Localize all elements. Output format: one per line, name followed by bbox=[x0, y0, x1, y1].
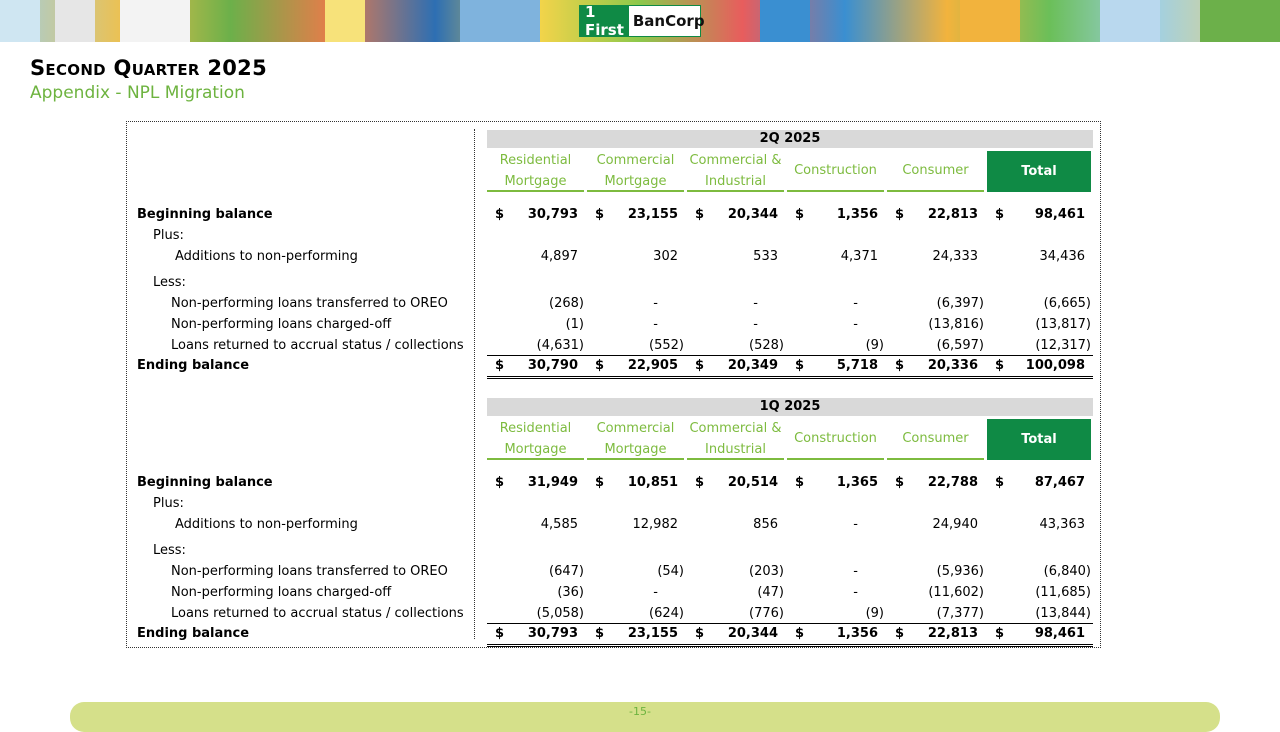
cell-chargeoff: (13,816) bbox=[928, 317, 984, 332]
column-header-line1: Construction bbox=[794, 163, 877, 178]
cell-returned: (776) bbox=[749, 606, 784, 621]
cell-ending: 20,344 bbox=[727, 626, 778, 641]
cell-oreo: - bbox=[753, 296, 758, 311]
row-label-oreo: Non-performing loans transferred to OREO bbox=[171, 564, 448, 579]
column-header bbox=[587, 419, 684, 460]
cell-ending: 22,813 bbox=[927, 626, 978, 641]
cell-additions: 34,436 bbox=[1039, 249, 1085, 264]
dollar-sign: $ bbox=[495, 207, 505, 222]
total-rule bbox=[487, 644, 1093, 647]
header-banner bbox=[0, 0, 1280, 42]
period-header: 1Q 2025 bbox=[487, 398, 1093, 416]
column-header bbox=[687, 419, 784, 460]
column-header-line1: Total bbox=[1021, 432, 1057, 447]
cell-chargeoff: - bbox=[753, 317, 758, 332]
dollar-sign: $ bbox=[695, 475, 705, 490]
cell-beginning: 22,788 bbox=[927, 475, 978, 490]
cell-ending: 1,356 bbox=[836, 626, 878, 641]
cell-additions: 533 bbox=[753, 249, 778, 264]
cell-beginning: 30,793 bbox=[527, 207, 578, 222]
row-label-less: Less: bbox=[153, 275, 186, 290]
column-header bbox=[987, 151, 1091, 192]
dollar-sign: $ bbox=[795, 207, 805, 222]
dollar-sign: $ bbox=[795, 626, 805, 641]
cell-ending: 22,905 bbox=[627, 358, 678, 373]
column-header-line2: Mortgage bbox=[604, 173, 667, 189]
cell-beginning: 87,467 bbox=[1034, 475, 1085, 490]
dollar-sign: $ bbox=[695, 626, 705, 641]
column-header-line1: Construction bbox=[794, 431, 877, 446]
cell-chargeoff: (47) bbox=[757, 585, 784, 600]
dollar-sign: $ bbox=[995, 207, 1005, 222]
column-header-line2: Industrial bbox=[705, 173, 766, 189]
row-label-beginning: Beginning balance bbox=[137, 207, 273, 222]
cell-returned: (528) bbox=[749, 338, 784, 353]
column-header-line1: Commercial & bbox=[689, 420, 782, 436]
logo-text: BanCorp bbox=[632, 12, 705, 30]
cell-ending: 100,098 bbox=[1025, 358, 1085, 373]
dollar-sign: $ bbox=[695, 207, 705, 222]
period-header: 2Q 2025 bbox=[487, 130, 1093, 148]
column-header bbox=[487, 151, 584, 192]
cell-additions: 24,940 bbox=[932, 517, 978, 532]
cell-beginning: 1,365 bbox=[836, 475, 878, 490]
dollar-sign: $ bbox=[795, 475, 805, 490]
row-label-ending: Ending balance bbox=[137, 358, 250, 373]
cell-beginning: 10,851 bbox=[627, 475, 678, 490]
column-header-line2: Mortgage bbox=[604, 441, 667, 457]
cell-oreo: (203) bbox=[749, 564, 784, 579]
cell-returned: (12,317) bbox=[1035, 338, 1091, 353]
dollar-sign: $ bbox=[495, 475, 505, 490]
column-header bbox=[687, 151, 784, 192]
cell-beginning: 31,949 bbox=[527, 475, 578, 490]
cell-returned: (6,597) bbox=[936, 338, 984, 353]
cell-ending: 20,336 bbox=[927, 358, 978, 373]
cell-additions: 4,585 bbox=[540, 517, 578, 532]
cell-returned: (552) bbox=[649, 338, 684, 353]
row-label-chargeoff: Non-performing loans charged-off bbox=[171, 317, 392, 332]
column-header bbox=[587, 151, 684, 192]
row-rule bbox=[487, 355, 1093, 356]
row-label-additions: Additions to non-performing bbox=[175, 249, 358, 264]
dollar-sign: $ bbox=[595, 475, 605, 490]
dollar-sign: $ bbox=[495, 358, 505, 373]
column-header-line1: Commercial bbox=[596, 420, 675, 436]
cell-returned: (5,058) bbox=[536, 606, 584, 621]
cell-returned: (9) bbox=[865, 338, 884, 353]
cell-returned: (7,377) bbox=[936, 606, 984, 621]
cell-additions: - bbox=[853, 517, 858, 532]
cell-ending: 30,790 bbox=[527, 358, 578, 373]
cell-ending: 30,793 bbox=[527, 626, 578, 641]
cell-ending: 23,155 bbox=[627, 626, 678, 641]
cell-oreo: (647) bbox=[549, 564, 584, 579]
cell-additions: 302 bbox=[653, 249, 678, 264]
cell-chargeoff: (36) bbox=[557, 585, 584, 600]
row-label-less: Less: bbox=[153, 543, 186, 558]
column-header bbox=[987, 419, 1091, 460]
cell-chargeoff: (11,602) bbox=[928, 585, 984, 600]
dollar-sign: $ bbox=[795, 358, 805, 373]
column-header-line1: Consumer bbox=[902, 431, 969, 446]
total-rule bbox=[487, 376, 1093, 379]
column-header-line1: Residential bbox=[499, 420, 572, 436]
cell-chargeoff: - bbox=[853, 317, 858, 332]
cell-oreo: (268) bbox=[549, 296, 584, 311]
column-header bbox=[887, 419, 984, 460]
row-label-plus: Plus: bbox=[153, 496, 184, 511]
dollar-sign: $ bbox=[895, 207, 905, 222]
cell-additions: 12,982 bbox=[632, 517, 678, 532]
column-header-line2: Industrial bbox=[705, 441, 766, 457]
cell-oreo: (6,397) bbox=[936, 296, 984, 311]
dollar-sign: $ bbox=[995, 626, 1005, 641]
column-header-line1: Total bbox=[1021, 164, 1057, 179]
row-label-beginning: Beginning balance bbox=[137, 475, 273, 490]
dollar-sign: $ bbox=[995, 475, 1005, 490]
company-logo bbox=[579, 3, 705, 39]
column-header bbox=[787, 151, 884, 192]
cell-returned: (624) bbox=[649, 606, 684, 621]
column-header bbox=[787, 419, 884, 460]
cell-oreo: - bbox=[853, 296, 858, 311]
row-label-oreo: Non-performing loans transferred to OREO bbox=[171, 296, 448, 311]
cell-chargeoff: - bbox=[653, 585, 658, 600]
cell-oreo: (6,840) bbox=[1043, 564, 1091, 579]
dollar-sign: $ bbox=[595, 207, 605, 222]
column-header bbox=[887, 151, 984, 192]
cell-chargeoff: - bbox=[653, 317, 658, 332]
cell-oreo: - bbox=[853, 564, 858, 579]
cell-additions: 856 bbox=[753, 517, 778, 532]
dollar-sign: $ bbox=[495, 626, 505, 641]
row-label-returned: Loans returned to accrual status / collections bbox=[171, 606, 464, 621]
row-label-chargeoff: Non-performing loans charged-off bbox=[171, 585, 392, 600]
cell-additions: 4,897 bbox=[540, 249, 578, 264]
cell-beginning: 23,155 bbox=[627, 207, 678, 222]
column-header-line2: Mortgage bbox=[504, 173, 567, 189]
cell-additions: 24,333 bbox=[932, 249, 978, 264]
column-header-line1: Residential bbox=[499, 152, 572, 168]
cell-oreo: - bbox=[653, 296, 658, 311]
column-header-line2: Mortgage bbox=[504, 441, 567, 457]
row-rule bbox=[487, 623, 1093, 624]
row-label-ending: Ending balance bbox=[137, 626, 250, 641]
cell-beginning: 98,461 bbox=[1034, 207, 1085, 222]
cell-chargeoff: (11,685) bbox=[1035, 585, 1091, 600]
cell-oreo: (6,665) bbox=[1043, 296, 1091, 311]
label-divider bbox=[474, 129, 475, 639]
column-header bbox=[487, 419, 584, 460]
row-label-additions: Additions to non-performing bbox=[175, 517, 358, 532]
logo-mark: 1 First bbox=[580, 6, 629, 36]
dollar-sign: $ bbox=[695, 358, 705, 373]
column-header-line1: Consumer bbox=[902, 163, 969, 178]
dollar-sign: $ bbox=[595, 626, 605, 641]
cell-chargeoff: (1) bbox=[565, 317, 584, 332]
cell-additions: 43,363 bbox=[1039, 517, 1085, 532]
cell-ending: 98,461 bbox=[1034, 626, 1085, 641]
cell-returned: (9) bbox=[865, 606, 884, 621]
cell-oreo: (54) bbox=[657, 564, 684, 579]
dollar-sign: $ bbox=[595, 358, 605, 373]
page-subtitle: Appendix - NPL Migration bbox=[30, 83, 245, 103]
cell-additions: 4,371 bbox=[840, 249, 878, 264]
dollar-sign: $ bbox=[895, 626, 905, 641]
row-label-returned: Loans returned to accrual status / collections bbox=[171, 338, 464, 353]
dollar-sign: $ bbox=[895, 475, 905, 490]
cell-oreo: (5,936) bbox=[936, 564, 984, 579]
cell-returned: (4,631) bbox=[536, 338, 584, 353]
cell-chargeoff: - bbox=[853, 585, 858, 600]
cell-chargeoff: (13,817) bbox=[1035, 317, 1091, 332]
page-title: Second Quarter 2025 bbox=[30, 56, 267, 80]
cell-beginning: 1,356 bbox=[836, 207, 878, 222]
cell-ending: 20,349 bbox=[727, 358, 778, 373]
column-header-line1: Commercial bbox=[596, 152, 675, 168]
row-label-plus: Plus: bbox=[153, 228, 184, 243]
cell-returned: (13,844) bbox=[1035, 606, 1091, 621]
dollar-sign: $ bbox=[995, 358, 1005, 373]
cell-beginning: 20,514 bbox=[727, 475, 778, 490]
cell-ending: 5,718 bbox=[836, 358, 878, 373]
cell-beginning: 20,344 bbox=[727, 207, 778, 222]
cell-beginning: 22,813 bbox=[927, 207, 978, 222]
dollar-sign: $ bbox=[895, 358, 905, 373]
page-number: -15- bbox=[629, 705, 651, 718]
column-header-line1: Commercial & bbox=[689, 152, 782, 168]
